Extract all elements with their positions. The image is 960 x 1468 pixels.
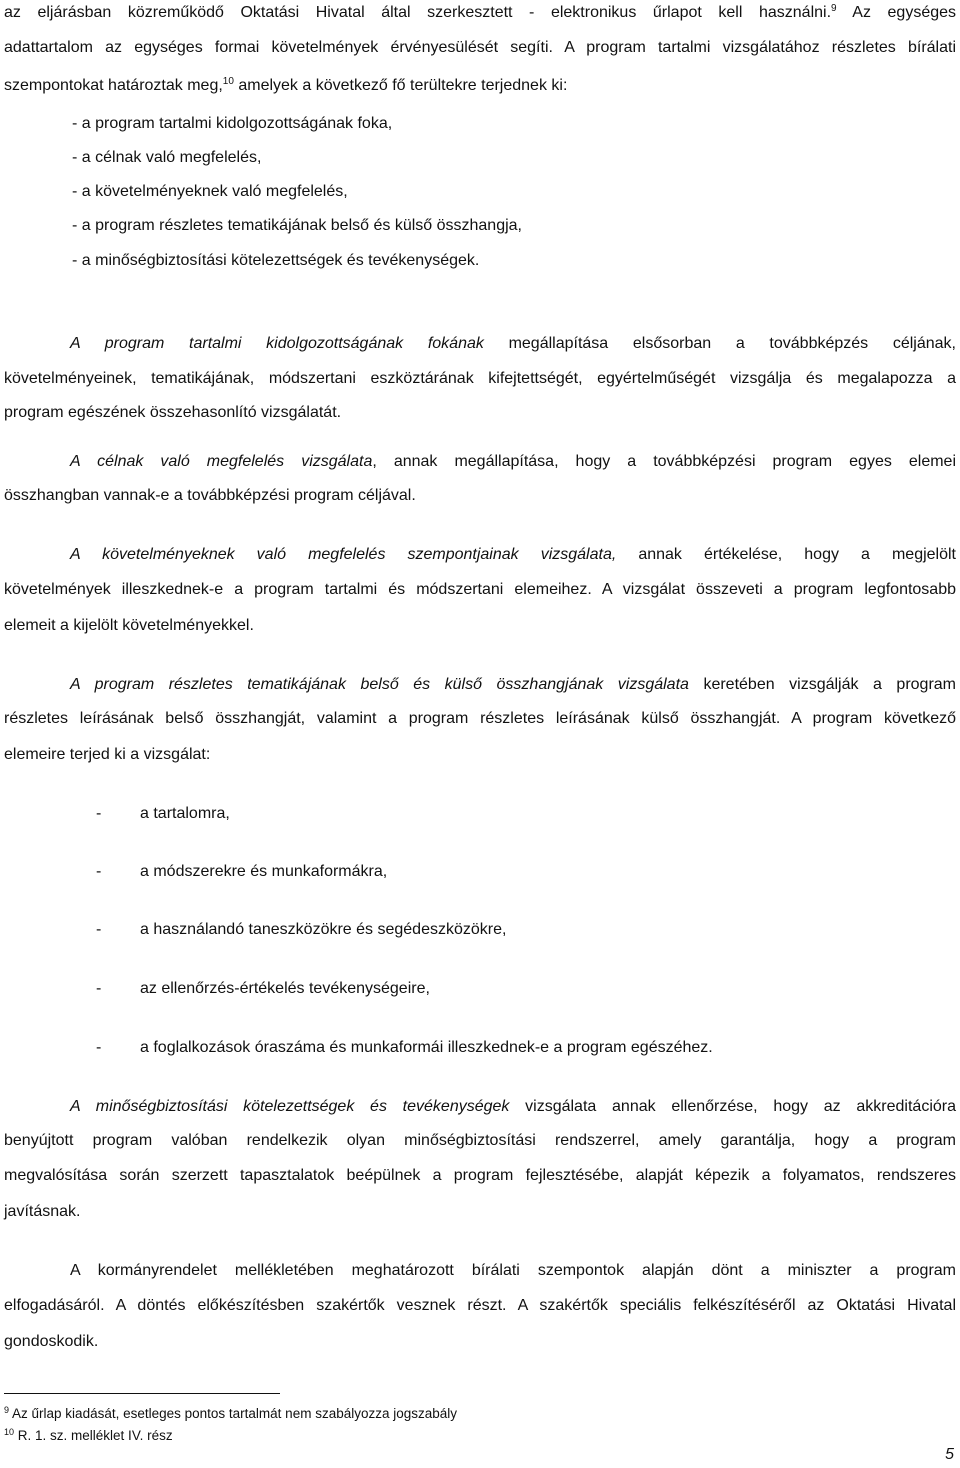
scope-item — [96, 804, 956, 824]
paragraph-1-line-2: követelményeinek, tematikájának, módszertani eszköztárának kifejtettségét, egyértelműségét vizsgálja és megalapozza a — [4, 370, 956, 387]
paragraph-5-line-4: javításnak. — [4, 1203, 81, 1220]
paragraph-lead: A követelményeknek való megfelelés szempontjainak vizsgálata, — [70, 546, 617, 563]
paragraph-5-line-3: megvalósítása során szerzett tapasztalatok beépülnek a program fejlesztésébe, alapját képezik a folyamatos, rendszeres — [4, 1167, 956, 1184]
criteria-item: - a minőségbiztosítási kötelezettségek és tevékenységek. — [72, 252, 480, 269]
paragraph-lead: A célnak való megfelelés vizsgálata — [70, 453, 373, 470]
scope-item-text: a foglalkozások óraszáma és munkaformái illeszkednek-e a program egészéhez. — [140, 1039, 713, 1056]
paragraph-6-line-2: elfogadásáról. A döntés előkészítésben szakértők vesznek részt. A szakértők speciális felkészítéséről az Oktatási Hivatal — [4, 1297, 956, 1314]
list-dash: - — [96, 980, 102, 997]
list-dash: - — [96, 805, 102, 822]
footnote-divider — [4, 1393, 280, 1394]
intro-line-1 — [4, 3, 956, 23]
list-dash: - — [96, 921, 102, 938]
paragraph-4-line-3: elemeire terjed ki a vizsgálat: — [4, 746, 211, 763]
criteria-item: - a program tartalmi kidolgozottságának foka, — [72, 115, 393, 132]
footnote-ref-9[interactable]: 9 — [831, 3, 837, 14]
criteria-item: - a program részletes tematikájának belső és külső összhangja, — [72, 217, 522, 234]
paragraph-6-line-1: A kormányrendelet mellékletében meghatározott bírálati szempontok alapján dönt a miniszter a program — [70, 1262, 956, 1279]
intro-line-3 — [4, 76, 956, 96]
scope-item-text: a használandó taneszközökre és segédeszközökre, — [140, 921, 507, 938]
intro-line-2: adattartalom az egységes formai követelmények érvényesülését segíti. A program tartalmi vizsgálatához részletes bírálati — [4, 39, 956, 56]
page-number: 5 — [945, 1446, 954, 1463]
paragraph-text: keretében vizsgálják a program — [688, 676, 957, 693]
scope-item — [96, 920, 956, 940]
scope-item-text: a módszerekre és munkaformákra, — [140, 863, 388, 880]
paragraph-3-line-3: elemeit a kijelölt követelményekkel. — [4, 617, 254, 634]
paragraph-1-line-1 — [70, 334, 956, 354]
scope-item-text: a tartalomra, — [140, 805, 230, 822]
list-dash: - — [96, 863, 102, 880]
paragraph-text: annak értékelése, hogy a megjelölt — [616, 546, 956, 563]
paragraph-lead: A program tartalmi kidolgozottságának fokának — [70, 335, 484, 352]
footnote-number: 10 — [4, 1427, 15, 1437]
paragraph-text: , annak megállapítása, hogy a továbbképzési program egyes elemei — [372, 453, 957, 470]
footnote-number: 9 — [4, 1405, 10, 1415]
footnote-9 — [4, 1406, 457, 1422]
paragraph-6-line-3: gondoskodik. — [4, 1333, 99, 1350]
intro-text: szempontokat határoztak meg, — [4, 77, 223, 94]
footnote-text: R. 1. sz. melléklet IV. rész — [17, 1428, 173, 1443]
paragraph-3-line-1 — [70, 545, 956, 565]
scope-item-text: az ellenőrzés-értékelés tevékenységeire, — [140, 980, 430, 997]
paragraph-5-line-2: benyújtott program valóban rendelkezik olyan minőségbiztosítási rendszerrel, amely garantálja, hogy a program — [4, 1132, 956, 1149]
paragraph-lead: A program részletes tematikájának belső és külső összhangjának vizsgálata — [70, 676, 689, 693]
footnote-text: Az űrlap kiadását, esetleges pontos tartalmát nem szabályozza jogszabály — [12, 1406, 458, 1421]
criteria-item: - a követelményeknek való megfelelés, — [72, 183, 348, 200]
scope-item — [96, 979, 956, 999]
paragraph-text: vizsgálata annak ellenőrzése, hogy az akkreditációra — [509, 1098, 956, 1115]
paragraph-4-line-1 — [70, 675, 956, 695]
paragraph-2-line-1 — [70, 452, 956, 472]
scope-item — [96, 1038, 956, 1058]
intro-text: az eljárásban közreműködő Oktatási Hivatal által szerkesztett - elektronikus űrlapot kell használni. — [4, 4, 832, 21]
paragraph-3-line-2: követelmények illeszkednek-e a program tartalmi és módszertani elemeihez. A vizsgálat összeveti a program legfontosabb — [4, 581, 956, 598]
paragraph-4-line-2: részletes leírásának belső összhangját, valamint a program részletes leírásának külső összhangját. A program következő — [4, 710, 956, 727]
paragraph-2-line-2: összhangban vannak-e a továbbképzési program céljával. — [4, 487, 416, 504]
paragraph-lead: A minőségbiztosítási kötelezettségek és tevékenységek — [70, 1098, 510, 1115]
paragraph-5-line-1 — [70, 1097, 956, 1117]
footnote-10 — [4, 1428, 173, 1444]
footnote-ref-10[interactable]: 10 — [222, 76, 234, 87]
paragraph-text: megállapítása elsősorban a továbbképzés céljának, — [483, 335, 956, 352]
intro-text: Az egységes — [836, 4, 957, 21]
paragraph-1-line-3: program egészének összehasonlító vizsgálatát. — [4, 404, 342, 421]
list-dash: - — [96, 1039, 102, 1056]
intro-text: amelyek a következő fő terültekre terjednek ki: — [233, 77, 568, 94]
scope-item — [96, 862, 956, 882]
criteria-item: - a célnak való megfelelés, — [72, 149, 262, 166]
